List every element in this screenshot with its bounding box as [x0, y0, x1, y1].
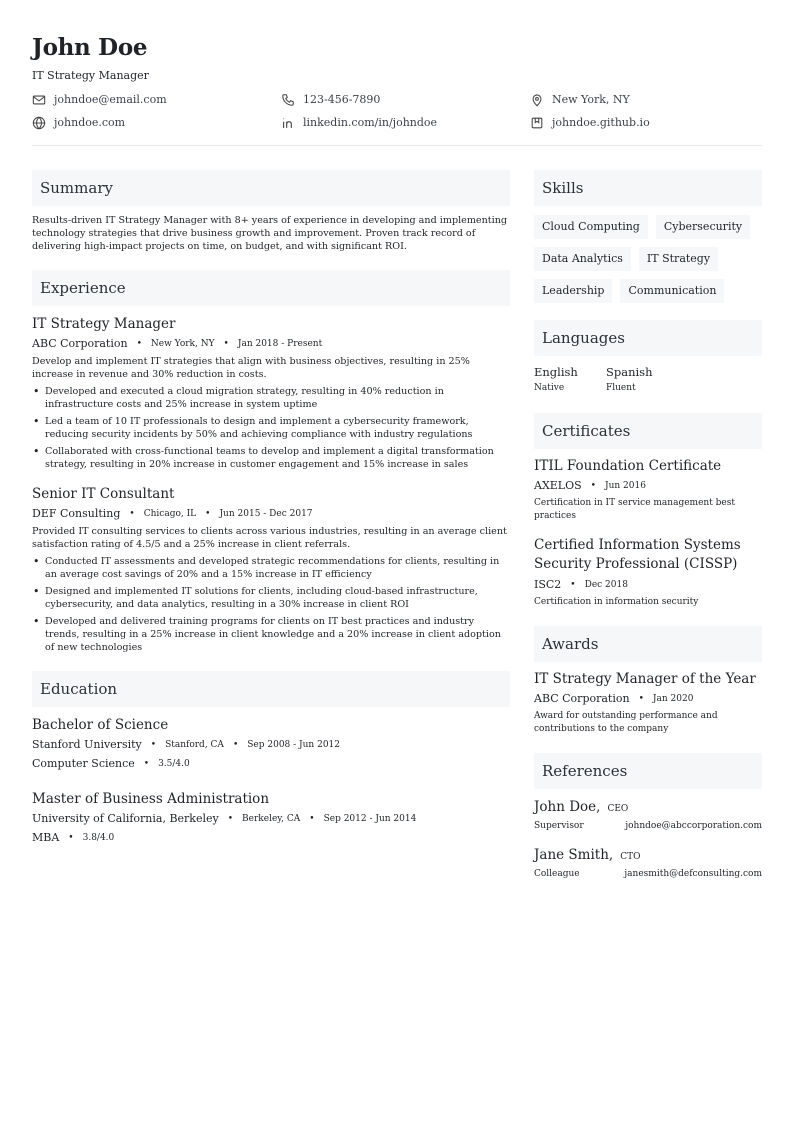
summary-text: Results-driven IT Strategy Manager with 8+ years of experience in developing and implementing technology strategies that drive business growth and improvement. Proven track record of delivering high-impact projects on time, on budget, and with significant ROI.	[32, 215, 508, 252]
reference-title: CTO	[620, 852, 641, 862]
education-dates: Sep 2008 - Jun 2012	[247, 740, 340, 750]
certificate-date: Dec 2018	[584, 580, 628, 590]
reference-relation: Colleague	[534, 869, 580, 879]
contact-phone-text: 123-456-7890	[303, 93, 381, 106]
reference-title: CEO	[607, 804, 629, 814]
certificates-heading: Certificates	[534, 413, 762, 449]
skill-chip: Cybersecurity	[656, 215, 750, 239]
job-bullets	[32, 555, 510, 654]
job-bullet: • Led a team of 10 IT professionals to design and implement a cybersecurity framework, reducing security incidents by 50% and achieving compliance with industry regulations	[32, 415, 510, 441]
education-meta	[32, 812, 510, 826]
separator-dot: •	[223, 339, 229, 349]
education-school: Stanford University	[32, 738, 142, 751]
award-entry	[534, 671, 762, 736]
certificate-meta	[534, 479, 762, 493]
job-location: New York, NY	[150, 339, 215, 349]
award-meta	[534, 692, 762, 706]
summary-heading: Summary	[32, 170, 510, 206]
job-bullet: • Collaborated with cross-functional teams to develop and implement a digital transformation strategy, resulting in 20% increase in customer engagement and 15% increase in sales	[32, 445, 510, 471]
separator-dot: •	[590, 481, 596, 491]
header-divider	[32, 145, 762, 146]
resume-page	[32, 34, 762, 879]
certificate-entry	[534, 458, 762, 523]
job-bullet: • Designed and implemented IT solutions for clients, including cloud-based infrastructure, cybersecurity, and data analytics, resulting in a 30% increase in client ROI	[32, 585, 510, 611]
job-description: Provided IT consulting services to clients across various industries, resulting in an average client satisfaction rating of 4.5/5 and a 25% increase in client referrals.	[32, 526, 507, 550]
education-field: Computer Science	[32, 757, 135, 770]
contact-email-text: johndoe@email.com	[54, 93, 167, 106]
separator-dot: •	[129, 509, 135, 519]
reference-entry	[534, 799, 762, 831]
contact-linkedin-text: linkedin.com/in/johndoe	[303, 116, 438, 129]
separator-dot: •	[150, 740, 157, 750]
skill-chip: Data Analytics	[534, 247, 631, 271]
portfolio-icon	[530, 116, 544, 130]
education-heading: Education	[32, 671, 510, 707]
job-bullet: • Conducted IT assessments and developed strategic recommendations for clients, resulting in an average cost savings of 20% and a 15% increase in IT efficiency	[32, 555, 510, 581]
education-field-row	[32, 757, 510, 771]
main-column	[32, 170, 510, 879]
education-dates: Sep 2012 - Jun 2014	[323, 814, 417, 824]
reference-entry	[534, 847, 762, 879]
contact-grid	[32, 92, 762, 130]
experience-heading: Experience	[32, 270, 510, 306]
globe-icon	[32, 116, 46, 130]
award-description: Award for outstanding performance and contributions to the company	[534, 711, 718, 734]
languages-list	[534, 365, 762, 393]
language-level: Fluent	[606, 383, 636, 393]
contact-location	[530, 92, 762, 107]
awards-heading: Awards	[534, 626, 762, 662]
skills-list	[534, 215, 762, 303]
separator-dot: •	[570, 580, 576, 590]
certificate-name: ITIL Foundation Certificate	[534, 458, 722, 474]
contact-phone[interactable]	[281, 92, 530, 107]
job-company: DEF Consulting	[32, 507, 121, 520]
reference-name-row	[534, 799, 762, 815]
job-title: Senior IT Consultant	[32, 486, 175, 502]
certificate-description: Certification in IT service management best practices	[534, 498, 735, 521]
education-school: University of California, Berkeley	[32, 812, 219, 825]
certificate-description: Certification in information security	[534, 597, 699, 607]
contact-linkedin[interactable]	[281, 115, 530, 130]
job-dates: Jan 2018 - Present	[237, 339, 323, 349]
skill-chip: Leadership	[534, 279, 612, 303]
education-degree: Master of Business Administration	[32, 791, 270, 807]
certificate-issuer: AXELOS	[534, 479, 582, 492]
separator-dot: •	[205, 509, 211, 519]
job-title: IT Strategy Manager	[32, 316, 176, 332]
separator-dot: •	[232, 740, 239, 750]
job-meta	[32, 507, 510, 521]
education-degree: Bachelor of Science	[32, 717, 169, 733]
skill-chip: Communication	[620, 279, 724, 303]
skill-chip: IT Strategy	[639, 247, 718, 271]
reference-name-row	[534, 847, 762, 863]
certificate-issuer: ISC2	[534, 578, 562, 591]
candidate-name: John Doe	[32, 34, 148, 61]
contact-email[interactable]	[32, 92, 281, 107]
separator-dot: •	[227, 814, 234, 824]
reference-name: Jane Smith,	[534, 847, 614, 863]
job-meta	[32, 337, 510, 351]
linkedin-icon	[281, 116, 295, 130]
job-company: ABC Corporation	[32, 337, 128, 350]
award-issuer: ABC Corporation	[534, 692, 630, 705]
side-column	[534, 170, 762, 879]
certificate-entry	[534, 536, 762, 609]
reference-email[interactable]: johndoe@abccorporation.com	[625, 821, 762, 831]
education-gpa: 3.8/4.0	[82, 833, 115, 843]
language-level: Native	[534, 383, 565, 393]
references-heading: References	[534, 753, 762, 789]
contact-portfolio-text: johndoe.github.io	[552, 116, 650, 129]
education-location: Stanford, CA	[165, 740, 224, 750]
contact-portfolio[interactable]	[530, 115, 762, 130]
education-meta	[32, 738, 510, 752]
language-name: Spanish	[606, 365, 653, 379]
education-entry	[32, 791, 510, 845]
language-name: English	[534, 365, 578, 379]
job-dates: Jun 2015 - Dec 2017	[219, 509, 313, 519]
job-entry	[32, 486, 510, 654]
job-bullet: • Developed and delivered training programs for clients on IT best practices and industry trends, resulting in a 25% increase in client knowledge and a 20% increase in client adoption of new technologies	[32, 615, 510, 654]
mail-icon	[32, 93, 46, 107]
certificate-meta	[534, 578, 762, 592]
separator-dot: •	[136, 339, 142, 349]
job-bullets	[32, 385, 510, 471]
award-date: Jan 2020	[652, 694, 694, 704]
reference-email[interactable]: janesmith@defconsulting.com	[624, 869, 762, 879]
education-gpa: 3.5/4.0	[158, 759, 190, 769]
job-entry	[32, 316, 510, 471]
reference-name: John Doe,	[534, 799, 601, 815]
education-entry	[32, 717, 510, 771]
award-name: IT Strategy Manager of the Year	[534, 671, 756, 687]
language-item	[606, 365, 678, 393]
reference-details	[534, 869, 762, 879]
location-pin-icon	[530, 93, 544, 107]
job-bullet: • Developed and executed a cloud migration strategy, resulting in 40% reduction in infrastructure costs and 25% increase in system uptime	[32, 385, 510, 411]
certificate-name: Certified Information Systems Security Professional (CISSP)	[534, 537, 741, 572]
skills-heading: Skills	[534, 170, 762, 206]
candidate-role: IT Strategy Manager	[32, 69, 149, 82]
separator-dot: •	[638, 694, 644, 704]
separator-dot: •	[68, 833, 74, 843]
reference-relation: Supervisor	[534, 821, 584, 831]
skill-chip: Cloud Computing	[534, 215, 648, 239]
separator-dot: •	[309, 814, 315, 824]
contact-website[interactable]	[32, 115, 281, 130]
languages-heading: Languages	[534, 320, 762, 356]
job-location: Chicago, IL	[143, 509, 197, 519]
education-field: MBA	[32, 831, 60, 844]
phone-icon	[281, 93, 295, 107]
language-item	[534, 365, 606, 393]
contact-website-text: johndoe.com	[54, 116, 126, 129]
certificate-date: Jun 2016	[604, 481, 646, 491]
contact-location-text: New York, NY	[552, 93, 630, 106]
education-field-row	[32, 831, 510, 845]
education-location: Berkeley, CA	[242, 814, 301, 824]
reference-details	[534, 821, 762, 831]
job-description: Develop and implement IT strategies that align with business objectives, resulting in 25% increase in revenue and 30% reduction in costs.	[32, 356, 470, 380]
separator-dot: •	[143, 759, 150, 769]
